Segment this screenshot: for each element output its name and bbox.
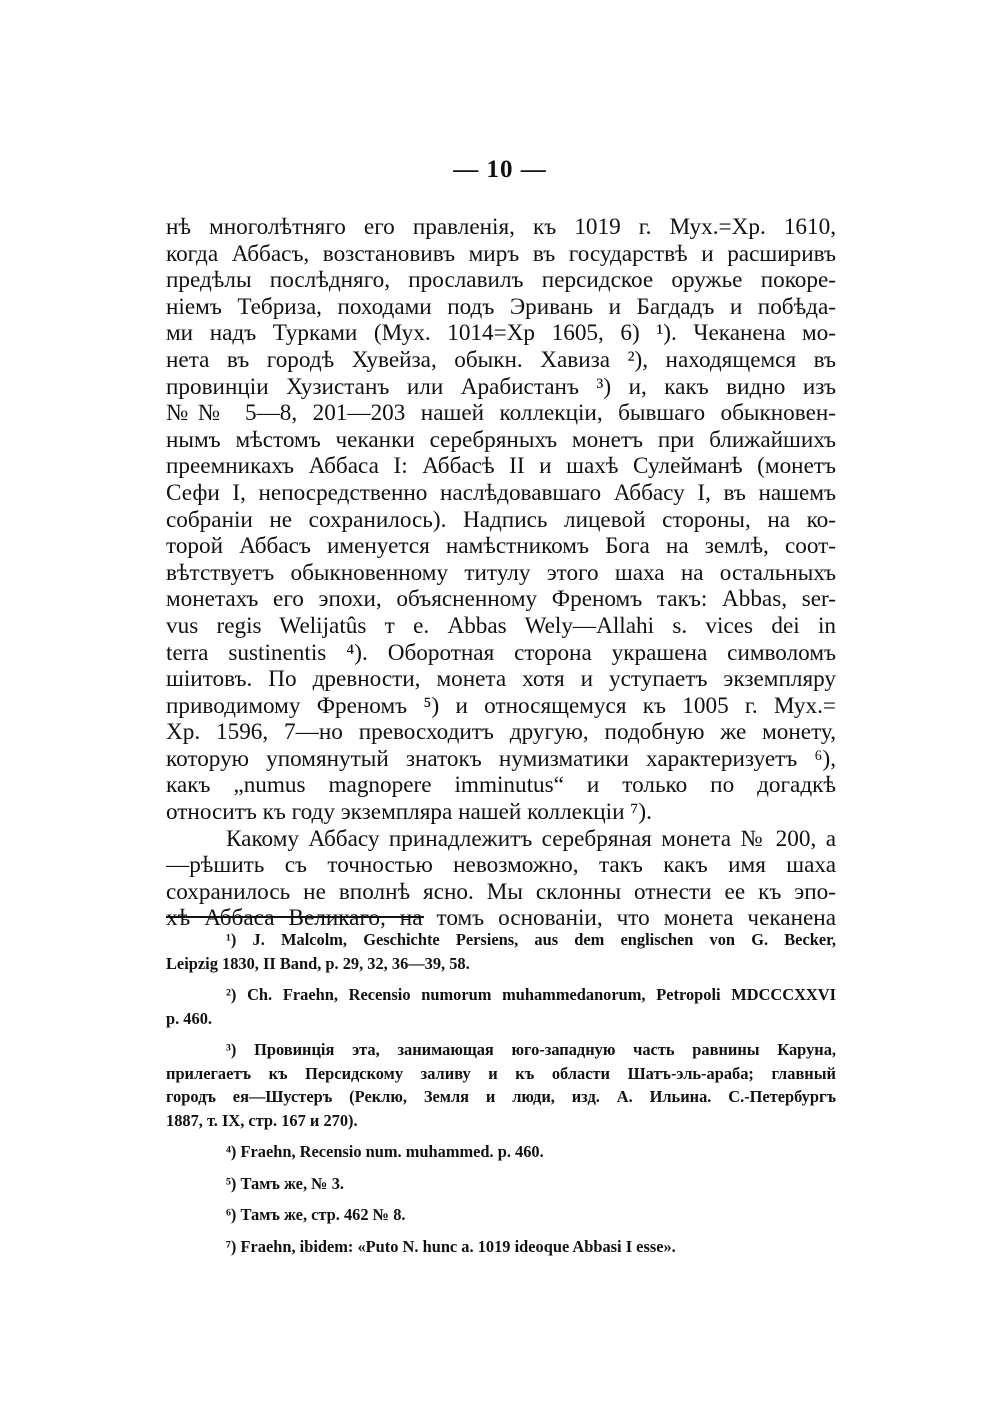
footnote-5 (166, 1172, 836, 1196)
text-line: terra sustinentis ⁴). Оборотная сторона украшена символомъ (166, 639, 836, 666)
footnote-3 (166, 1038, 836, 1132)
text-line: торой Аббасъ именуется намѣстникомъ Бога на землѣ, соот- (166, 533, 836, 560)
page-number: — 10 — (453, 156, 547, 183)
text-line: провинціи Хузистанъ или Арабистанъ ³) и, какъ видно изъ (166, 373, 836, 400)
text-line: Какому Аббасу принадлежитъ серебряная монета № 200, а (226, 825, 836, 852)
text-line: ми надъ Турками (Мух. 1014=Хр 1605, 6) ¹). Чеканена мо- (166, 320, 836, 347)
text-line: vus regis Welijatûs т е. Abbas Wely—Allahi s. vices dei in (166, 612, 836, 639)
text-line: относитъ къ году экземпляра нашей коллекціи ⁷). (166, 799, 652, 826)
text-line: монетахъ его эпохи, объясненному Френомъ такъ: Abbas, ser- (166, 586, 836, 613)
footnote-line: ⁷) Fraehn, ibidem: «Puto N. hunc a. 1019 ideoque Abbasi I esse». (226, 1236, 676, 1256)
footnote-4 (166, 1140, 836, 1164)
footnote-line: ⁴) Fraehn, Recensio num. muhammed. p. 460. (226, 1142, 544, 1161)
text-line: №№ 5—8, 201—203 нашей коллекціи, бывшаго обыкновен- (166, 400, 836, 427)
footnote-2 (166, 983, 836, 1030)
text-line: —рѣшить съ точностью невозможно, такъ какъ имя шаха (166, 852, 836, 879)
main-text (166, 214, 836, 932)
text-line: Сефи I, непосредственно наслѣдовавшаго Аббасу I, въ нашемъ (166, 479, 836, 506)
text-line: ніемъ Тебриза, походами подъ Эривань и Багдадъ и побѣда- (166, 293, 836, 320)
footnote-line: ⁶) Тамъ же, стр. 462 № 8. (226, 1205, 406, 1224)
text-line: нымъ мѣстомъ чеканки серебряныхъ монетъ при ближайшихъ (166, 426, 836, 453)
text-line: хѣ Аббаса Великаго, на томъ основаніи, что монета чеканена (166, 905, 836, 932)
footnote-line: ¹) J. Malcolm, Geschichte Persiens, aus dem englischen von G. Becker, (226, 930, 836, 949)
footnote-line: Leipzig 1830, II Band, p. 29, 32, 36—39, 58. (166, 953, 470, 973)
text-line: когда Аббасъ, возстановивъ миръ въ государствѣ и расширивъ (166, 240, 836, 267)
text-line: шіитовъ. По древности, монета хотя и уступаетъ экземпляру (166, 666, 836, 693)
text-line: какъ „numus magnopere imminutus“ и только по догадкѣ (166, 772, 836, 799)
text-line: вѣтствуетъ обыкновенному титулу этого шаха на остальныхъ (166, 559, 836, 586)
footnote-line: городъ ея—Шустеръ (Реклю, Земля и люди, изд. А. Ильина. С.-Петербургъ (166, 1087, 836, 1106)
footnotes (166, 928, 836, 1266)
footnote-7 (166, 1235, 836, 1259)
footnote-line: ²) Ch. Fraehn, Recensio numorum muhammedanorum, Petropoli MDCCCXXVI (226, 985, 836, 1004)
footnote-line: прилегаетъ къ Персидскому заливу и къ области Шатъ-эль-араба; главный (166, 1063, 836, 1083)
footnote-1 (166, 928, 836, 975)
text-line: нета въ городѣ Хувейза, обыкн. Хавиза ²), находящемся въ (166, 346, 836, 373)
footnote-line: ³) Провинція эта, занимающая юго-западную часть равнины Каруна, (226, 1040, 836, 1059)
text-line: которую упомянутый знатокъ нумизматики характеризуетъ ⁶), (166, 745, 836, 772)
text-line: сохранилось не вполнѣ ясно. Мы склонны отнести ее къ эпо- (166, 878, 836, 905)
text-line: нѣ многолѣтняго его правленія, къ 1019 г. Мух.=Хр. 1610, (166, 214, 836, 240)
footnote-divider (166, 916, 424, 918)
text-line: преемникахъ Аббаса I: Аббасѣ II и шахѣ Сулейманѣ (монетъ (166, 453, 836, 480)
text-line: приводимому Френомъ ⁵) и относящемуся къ 1005 г. Мух.= (166, 692, 836, 719)
text-line: собраніи не сохранилось). Надпись лицевой стороны, на ко- (166, 506, 836, 533)
footnote-line: p. 460. (166, 1008, 212, 1028)
text-line: Хр. 1596, 7—но превосходитъ другую, подобную же монету, (166, 719, 836, 746)
text-line: предѣлы послѣдняго, прославилъ персидское оружье покоре- (166, 267, 836, 294)
footnote-line: ⁵) Тамъ же, № 3. (226, 1173, 345, 1193)
footnote-line: 1887, т. IX, стр. 167 и 270). (166, 1110, 358, 1130)
footnote-6 (166, 1203, 836, 1227)
